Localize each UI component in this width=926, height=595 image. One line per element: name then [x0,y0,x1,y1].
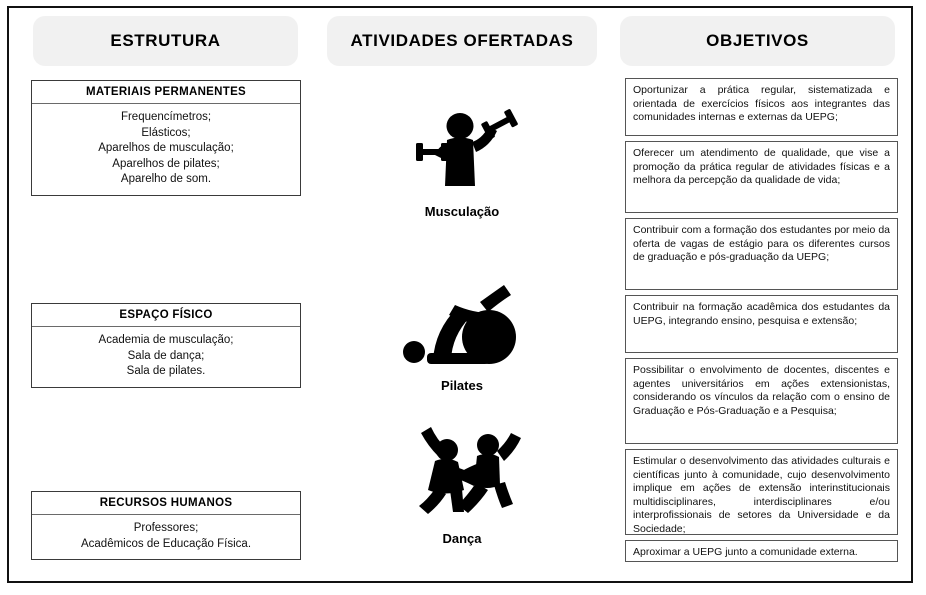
weightlifting-icon [327,98,597,198]
objective-item: Contribuir com a formação dos estudantes por meio da oferta de vagas de estágio para os diferentes cursos de graduação e pós-graduação da UEPG; [625,218,898,290]
list-item: Sala de dança; [127,349,205,362]
structure-box-espaco-fisico [31,303,301,388]
header-atividades-ofertadas: ATIVIDADES OFERTADAS [327,16,597,66]
structure-box-title: ESPAÇO FÍSICO [32,304,300,327]
objective-item: Oportunizar a prática regular, sistematizada e orientada de exercícios físicos aos integrantes das comunidades internas e externas da UEPG; [625,78,898,136]
structure-box-recursos-humanos [31,491,301,560]
objective-item: Possibilitar o envolvimento de docentes, discentes e agentes universitários em ações extensionistas, considerando os vínculos da relação com o ensino de Graduação e Pós-Graduação e a Pesquisa; [625,358,898,444]
objective-item: Estimular o desenvolvimento das atividades culturais e científicas junto à comunidade, cujo desenvolvimento implique em ações de extensão interinstitucionais multidisciplinares, interdisciplinares e/ou interprofissionais de setores da Universidade e da Sociedade; [625,449,898,535]
structure-box-title: MATERIAIS PERMANENTES [32,81,300,104]
header-estrutura: ESTRUTURA [33,16,298,66]
activity-musculacao [327,98,597,219]
activity-label: Musculação [424,204,500,219]
list-item: Professores; [133,522,199,534]
list-item: Elásticos; [141,126,191,139]
list-item: Academia de musculação; [98,334,234,346]
structure-box-items [32,104,300,195]
list-item: Aparelhos de musculação; [98,142,234,154]
objective-item: Contribuir na formação acadêmica dos estudantes da UEPG, integrando ensino, pesquisa e extensão; [625,295,898,353]
structure-box-items [32,515,300,559]
objective-item: Oferecer um atendimento de qualidade, que vise a promoção da prática regular de atividades físicas e a melhora da percepção da qualidade de vida; [625,141,898,213]
activity-label: Dança [442,531,482,546]
pilates-ball-icon [327,272,597,372]
activity-dancing-couple [327,425,597,546]
structure-box-title: RECURSOS HUMANOS [32,492,300,515]
list-item: Sala de pilates. [126,365,206,377]
structure-box-items [32,327,300,387]
objective-item: Aproximar a UEPG junto a comunidade externa. [625,540,898,562]
header-objetivos: OBJETIVOS [620,16,895,66]
list-item: Aparelhos de pilates; [112,157,220,170]
dancing-couple-icon [327,425,597,525]
activity-label: Pilates [441,378,483,393]
list-item: Frequencímetros; [120,111,212,123]
activity-pilates [327,272,597,393]
list-item: Acadêmicos de Educação Física. [80,537,252,550]
structure-box-materiais-permanentes [31,80,301,196]
list-item: Aparelho de som. [120,173,212,185]
